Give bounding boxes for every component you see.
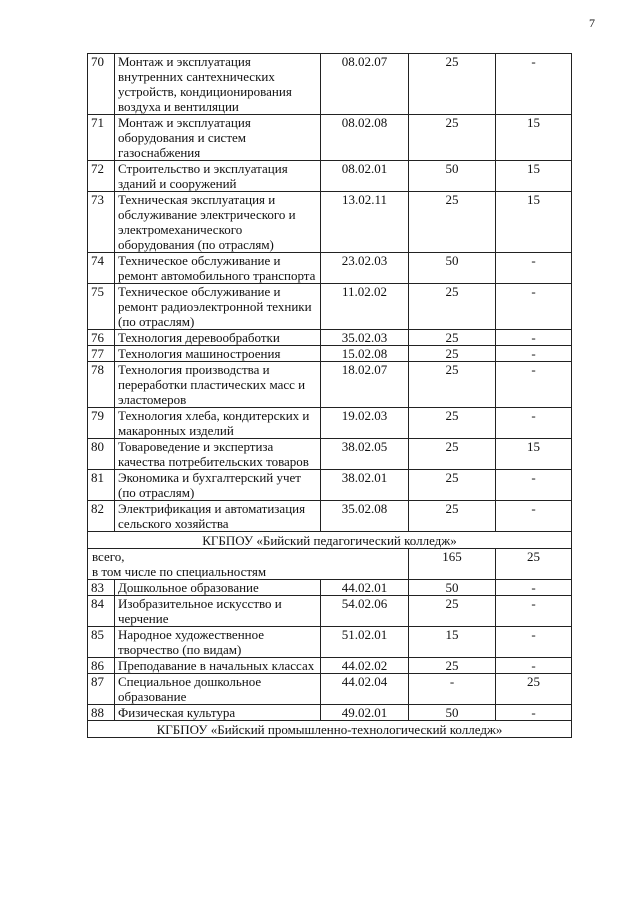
specialty-name: Технология машиностроения <box>115 346 321 362</box>
specialty-name: Монтаж и эксплуатация оборудования и систем газоснабжения <box>115 115 321 161</box>
row-number: 74 <box>88 253 115 284</box>
row-number: 76 <box>88 330 115 346</box>
row-number: 79 <box>88 408 115 439</box>
specialty-code: 49.02.01 <box>321 705 409 721</box>
quota-value-a: 25 <box>409 658 496 674</box>
section-title-industrial: КГБПОУ «Бийский промышленно-технологический колледж» <box>88 721 572 738</box>
table-row <box>88 284 572 330</box>
row-number: 87 <box>88 674 115 705</box>
specialty-name: Техническое обслуживание и ремонт радиоэлектронной техники (по отраслям) <box>115 284 321 330</box>
row-number: 80 <box>88 439 115 470</box>
row-number: 72 <box>88 161 115 192</box>
quota-value-b: - <box>496 362 572 408</box>
specialty-name: Специальное дошкольное образование <box>115 674 321 705</box>
table-row <box>88 501 572 532</box>
specialty-code: 44.02.02 <box>321 658 409 674</box>
table-row <box>88 408 572 439</box>
specialty-code: 51.02.01 <box>321 627 409 658</box>
total-value-b: 25 <box>496 549 572 580</box>
page-number: 7 <box>589 16 595 30</box>
table-row <box>88 470 572 501</box>
quota-value-b: - <box>496 705 572 721</box>
row-number: 86 <box>88 658 115 674</box>
table-row <box>88 54 572 115</box>
table-row <box>88 596 572 627</box>
specialty-name: Физическая культура <box>115 705 321 721</box>
specialty-code: 11.02.02 <box>321 284 409 330</box>
quota-value-a: 25 <box>409 192 496 253</box>
quota-value-b: - <box>496 346 572 362</box>
row-number: 84 <box>88 596 115 627</box>
specialty-name: Преподавание в начальных классах <box>115 658 321 674</box>
quota-value-a: 25 <box>409 501 496 532</box>
table-row <box>88 346 572 362</box>
table-row <box>88 362 572 408</box>
specialty-code: 38.02.01 <box>321 470 409 501</box>
table-row <box>88 705 572 721</box>
specialty-code: 15.02.08 <box>321 346 409 362</box>
section-title-pedagogical: КГБПОУ «Бийский педагогический колледж» <box>88 532 572 549</box>
quota-value-b: - <box>496 54 572 115</box>
specialty-name: Техническое обслуживание и ремонт автомобильного транспорта <box>115 253 321 284</box>
specialty-name: Технология деревообработки <box>115 330 321 346</box>
quota-value-b: - <box>496 596 572 627</box>
table-row <box>88 253 572 284</box>
table-row <box>88 674 572 705</box>
specialty-name: Технология производства и переработки пластических масс и эластомеров <box>115 362 321 408</box>
quota-value-a: 25 <box>409 54 496 115</box>
quota-value-b: - <box>496 253 572 284</box>
quota-value-a: 50 <box>409 253 496 284</box>
specialty-code: 44.02.01 <box>321 580 409 596</box>
row-number: 71 <box>88 115 115 161</box>
quota-value-b: - <box>496 330 572 346</box>
quota-value-b: - <box>496 470 572 501</box>
total-row <box>88 549 572 580</box>
row-number: 88 <box>88 705 115 721</box>
specialty-code: 19.02.03 <box>321 408 409 439</box>
specialty-name: Дошкольное образование <box>115 580 321 596</box>
table-row <box>88 627 572 658</box>
quota-value-b: - <box>496 580 572 596</box>
row-number: 78 <box>88 362 115 408</box>
specialty-code: 23.02.03 <box>321 253 409 284</box>
specialty-name: Электрификация и автоматизация сельского хозяйства <box>115 501 321 532</box>
row-number: 77 <box>88 346 115 362</box>
table-row <box>88 161 572 192</box>
specialty-code: 08.02.01 <box>321 161 409 192</box>
specialty-name: Технология хлеба, кондитерских и макаронных изделий <box>115 408 321 439</box>
specialty-name: Изобразительное искусство и черчение <box>115 596 321 627</box>
row-number: 82 <box>88 501 115 532</box>
specialty-code: 44.02.04 <box>321 674 409 705</box>
quota-value-a: 50 <box>409 161 496 192</box>
specialty-code: 18.02.07 <box>321 362 409 408</box>
specialty-code: 35.02.03 <box>321 330 409 346</box>
specialty-name: Монтаж и эксплуатация внутренних сантехнических устройств, кондиционирования воздуха и вентиляции <box>115 54 321 115</box>
quota-value-a: 25 <box>409 330 496 346</box>
quota-value-a: 25 <box>409 408 496 439</box>
quota-value-a: 25 <box>409 439 496 470</box>
quota-value-a: 25 <box>409 596 496 627</box>
row-number: 81 <box>88 470 115 501</box>
specialty-name: Экономика и бухгалтерский учет (по отраслям) <box>115 470 321 501</box>
quota-value-b: - <box>496 501 572 532</box>
section-row <box>88 532 572 549</box>
quota-value-b: - <box>496 284 572 330</box>
table-part-pedagogical <box>88 580 572 721</box>
table-part-pedagogical-header <box>88 532 572 580</box>
row-number: 73 <box>88 192 115 253</box>
row-number: 85 <box>88 627 115 658</box>
table-row <box>88 439 572 470</box>
quota-value-a: 15 <box>409 627 496 658</box>
quota-value-a: 25 <box>409 346 496 362</box>
table-row <box>88 658 572 674</box>
total-label-line2: в том числе по специальностям <box>92 564 267 579</box>
quota-value-a: 50 <box>409 705 496 721</box>
specialty-name: Техническая эксплуатация и обслуживание электрического и электромеханического оборудования (по отраслям) <box>115 192 321 253</box>
specialty-code: 13.02.11 <box>321 192 409 253</box>
table-part-technical <box>88 54 572 532</box>
quota-value-a: 50 <box>409 580 496 596</box>
quota-value-a: 25 <box>409 284 496 330</box>
table-part-industrial-header <box>88 721 572 738</box>
row-number: 70 <box>88 54 115 115</box>
row-number: 83 <box>88 580 115 596</box>
row-number: 75 <box>88 284 115 330</box>
quota-value-a: - <box>409 674 496 705</box>
table-row <box>88 580 572 596</box>
admission-table <box>87 53 572 738</box>
table-row <box>88 330 572 346</box>
specialty-code: 08.02.08 <box>321 115 409 161</box>
section-row <box>88 721 572 738</box>
total-label <box>88 549 409 580</box>
quota-value-b: 15 <box>496 161 572 192</box>
quota-value-b: - <box>496 408 572 439</box>
specialty-code: 38.02.05 <box>321 439 409 470</box>
quota-value-a: 25 <box>409 362 496 408</box>
quota-value-b: 15 <box>496 115 572 161</box>
table-row <box>88 115 572 161</box>
quota-value-a: 25 <box>409 470 496 501</box>
quota-value-b: 25 <box>496 674 572 705</box>
specialty-code: 08.02.07 <box>321 54 409 115</box>
total-label-line1: всего, <box>92 549 125 564</box>
specialty-code: 54.02.06 <box>321 596 409 627</box>
quota-value-b: - <box>496 627 572 658</box>
quota-value-a: 25 <box>409 115 496 161</box>
quota-value-b: 15 <box>496 192 572 253</box>
specialty-name: Товароведение и экспертиза качества потребительских товаров <box>115 439 321 470</box>
quota-value-b: - <box>496 658 572 674</box>
specialty-code: 35.02.08 <box>321 501 409 532</box>
table-row <box>88 192 572 253</box>
quota-value-b: 15 <box>496 439 572 470</box>
specialty-name: Строительство и эксплуатация зданий и сооружений <box>115 161 321 192</box>
total-value-a: 165 <box>409 549 496 580</box>
specialty-name: Народное художественное творчество (по видам) <box>115 627 321 658</box>
